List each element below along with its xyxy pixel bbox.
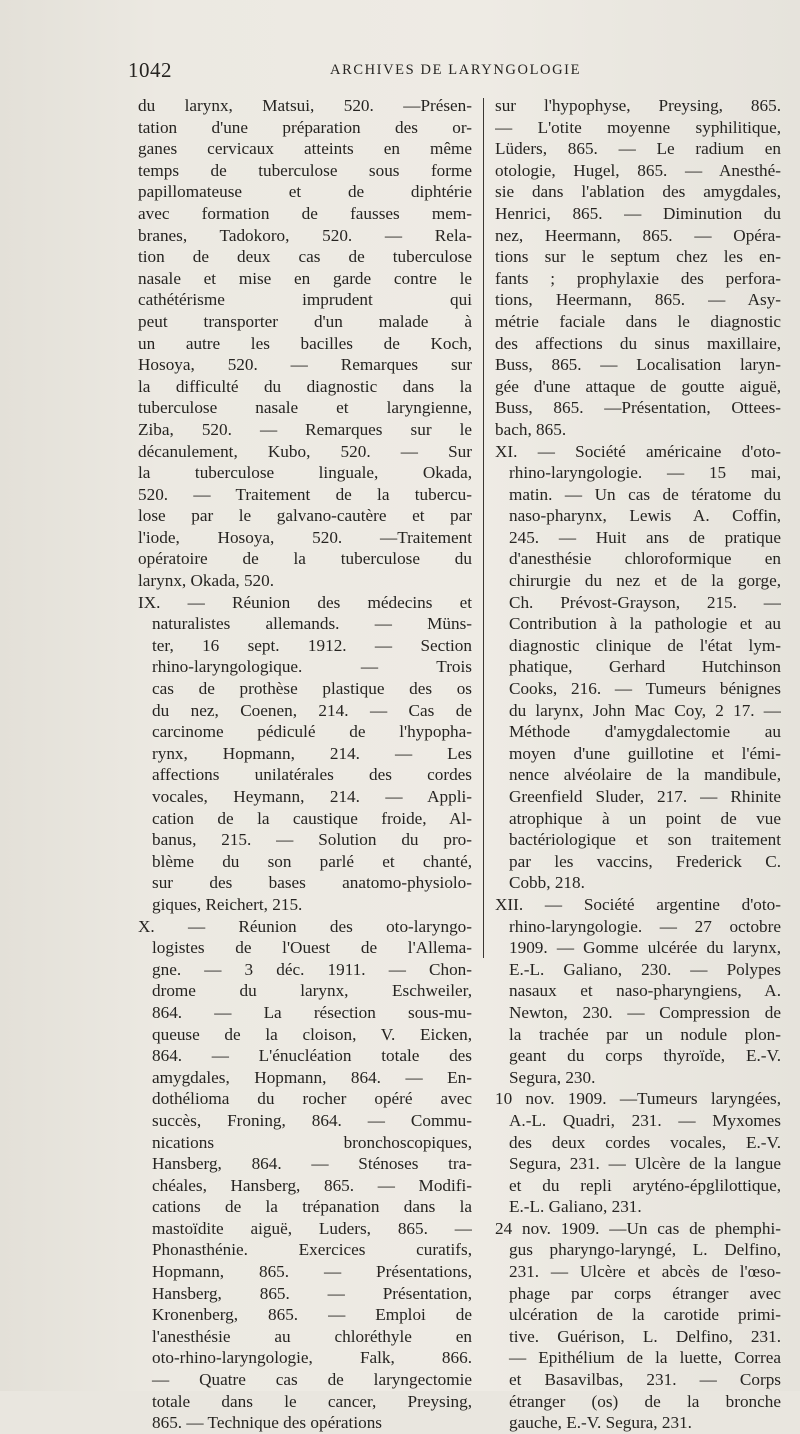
text-line: étranger (os) de la bronche (509, 1391, 781, 1411)
text-line: un autre les bacilles de Koch, (138, 333, 472, 353)
text-line: totale dans le cancer, Preysing, (152, 1391, 472, 1411)
text-line: E.-L. Galiano, 230. — Polypes (509, 959, 781, 979)
text-line: et Basavilbas, 231. — Corps (509, 1370, 781, 1390)
text-line: XI. — Société américaine d'oto- (495, 441, 781, 461)
text-line: Hopmann, 865. — Présentations, (152, 1262, 472, 1282)
column-divider (483, 98, 484, 958)
text-line: branes, Tadokoro, 520. — Rela- (138, 225, 472, 245)
text-line: XII. — Société argentine d'oto- (495, 894, 781, 914)
text-line: IX. — Réunion des médecins et (138, 592, 472, 612)
text-line: oto-rhino-laryngologie, Falk, 866. (152, 1348, 472, 1368)
page-header (0, 58, 800, 88)
running-head: ARCHIVES DE LARYNGOLOGIE (330, 62, 582, 78)
text-line: — L'otite moyenne syphilitique, (495, 117, 781, 137)
text-line: Segura, 230. (509, 1067, 596, 1087)
text-line: mastoïdite aiguë, Luders, 865. — (152, 1218, 472, 1238)
text-line: cathétérisme imprudent qui (138, 290, 472, 310)
text-line: gauche, E.-V. Segura, 231. (509, 1413, 692, 1433)
text-line: 1909. — Gomme ulcérée du larynx, (509, 938, 781, 958)
text-line: nications bronchoscopiques, (152, 1132, 472, 1152)
text-line: diagnostic clinique de l'état lym- (509, 635, 781, 655)
text-line: Lüders, 865. — Le radium en (495, 139, 781, 159)
text-line: chirurgie du nez et de la gorge, (509, 571, 781, 591)
text-line: Henrici, 865. — Diminution du (495, 203, 781, 223)
text-line: 865. — Technique des opérations (152, 1413, 382, 1433)
text-line: avec formation de fausses mem- (138, 203, 472, 223)
text-line: Méthode d'amygdalectomie au (509, 722, 781, 742)
text-line: d'anesthésie chloroformique en (509, 549, 781, 569)
text-line: Ch. Prévost-Grayson, 215. — (509, 592, 781, 612)
right-column (495, 95, 781, 1434)
text-line: succès, Froning, 864. — Commu- (152, 1110, 472, 1130)
text-line: Buss, 865. —Présentation, Ottees- (495, 398, 781, 418)
text-line: par les vaccins, Frederick C. (509, 851, 781, 871)
text-line: cas de prothèse plastique des os (152, 679, 472, 699)
text-line: des deux cordes vocales, E.-V. (509, 1132, 781, 1152)
text-line: tation d'une préparation des or- (138, 117, 472, 137)
text-line: nence alvéolaire de la mandibule, (509, 765, 781, 785)
text-line: du larynx, Matsui, 520. —Présen- (138, 96, 472, 115)
text-line: tions, Heermann, 865. — Asy- (495, 290, 781, 310)
text-line: sur des bases anatomo-physiolo- (152, 873, 472, 893)
text-line: X. — Réunion des oto-laryngo- (138, 916, 472, 936)
text-line: otologie, Hugel, 865. — Anesthé- (495, 160, 781, 180)
text-line: banus, 215. — Solution du pro- (152, 830, 472, 850)
text-line: larynx, Okada, 520. (138, 571, 275, 591)
text-line: tions sur le septum chez les en- (495, 247, 781, 267)
text-line: Segura, 231. — Ulcère de la langue (509, 1154, 781, 1174)
text-line: cations de la trépanation dans la (152, 1197, 472, 1217)
text-line: gée d'une attaque de goutte aiguë, (495, 376, 781, 396)
text-line: l'anesthésie au chloréthyle en (152, 1326, 472, 1346)
text-line: naturalistes allemands. — Müns- (152, 614, 472, 634)
text-line: nasale et mise en garde contre le (138, 268, 472, 288)
text-line: l'iode, Hosoya, 520. —Traitement (138, 527, 472, 547)
text-line: phage par corps étranger avec (509, 1283, 781, 1303)
text-line: tuberculose nasale et laryngienne, (138, 398, 472, 418)
text-line: du nez, Coenen, 214. — Cas de (152, 700, 472, 720)
text-line: et du repli aryténo-épglilottique, (509, 1175, 781, 1195)
text-line: du larynx, John Mac Coy, 2 17. — (509, 700, 781, 720)
text-line: queuse de la cloison, V. Eicken, (152, 1024, 472, 1044)
text-line: nasaux et naso-pharyngiens, A. (509, 981, 781, 1001)
text-line: gus pharyngo-laryngé, L. Delfino, (509, 1240, 781, 1260)
text-line: Phonasthénie. Exercices curatifs, (152, 1240, 472, 1260)
text-line: 10 nov. 1909. —Tumeurs laryngées, (495, 1089, 781, 1109)
text-line: la difficulté du diagnostic dans la (138, 376, 472, 396)
text-line: peut transporter d'un malade à (138, 311, 472, 331)
text-line: rynx, Hopmann, 214. — Les (152, 743, 472, 763)
text-line: 864. — L'énucléation totale des (152, 1046, 472, 1066)
text-line: Greenfield Sluder, 217. — Rhinite (509, 787, 781, 806)
left-column (138, 95, 472, 1434)
text-line: affections unilatérales des cordes (152, 765, 472, 785)
text-line: dothélioma du rocher opéré avec (152, 1089, 472, 1109)
text-line: — Epithélium de la luette, Correa (509, 1348, 781, 1368)
text-line: 24 nov. 1909. —Un cas de phemphi- (495, 1218, 781, 1238)
text-line: vocales, Heymann, 214. — Appli- (152, 787, 472, 806)
text-line: Buss, 865. — Localisation laryn- (495, 355, 781, 375)
text-line: temps de tuberculose sous forme (138, 160, 472, 180)
text-line: logistes de l'Ouest de l'Allema- (152, 938, 472, 958)
text-line: 864. — La résection sous-mu- (152, 1002, 472, 1022)
text-line: cation de la caustique froide, Al- (152, 808, 472, 828)
text-line: bach, 865. (495, 419, 567, 439)
text-line: carcinome pédiculé de l'hypopha- (152, 722, 472, 742)
text-line: rhino-laryngologie. — 27 octobre (509, 916, 781, 936)
text-line: la trachée par un nodule plon- (509, 1024, 781, 1044)
text-line: sie dans l'ablation des amygdales, (495, 182, 781, 202)
page-number: 1042 (128, 58, 172, 82)
text-line: geant du corps thyroïde, E.-V. (509, 1046, 781, 1066)
text-line: Cooks, 216. — Tumeurs bénignes (509, 679, 781, 699)
text-line: sur l'hypophyse, Preysing, 865. (495, 96, 781, 115)
text-line: phatique, Gerhard Hutchinson (509, 657, 781, 677)
text-line: des affections du sinus maxillaire, (495, 333, 781, 353)
text-line: amygdales, Hopmann, 864. — En- (152, 1067, 472, 1087)
text-line: ter, 16 sept. 1912. — Section (152, 635, 472, 655)
text-line: opératoire de la tuberculose du (138, 549, 472, 569)
text-line: ulcération de la carotide primi- (509, 1305, 781, 1325)
text-line: blème du son parlé et chanté, (152, 851, 472, 871)
text-line: rhino-laryngologique. — Trois (152, 657, 472, 677)
text-line: Contribution à la pathologie et au (509, 614, 781, 634)
text-line: Hosoya, 520. — Remarques sur (138, 355, 472, 375)
text-line: ganes cervicaux atteints en même (138, 139, 472, 159)
text-line: tion de deux cas de tuberculose (138, 247, 472, 267)
text-line: 245. — Huit ans de pratique (509, 527, 781, 547)
text-line: bactériologique et son traitement (509, 830, 781, 850)
text-line: matin. — Un cas de tératome du (509, 484, 781, 504)
text-line: rhino-laryngologie. — 15 mai, (509, 463, 781, 483)
text-line: la tuberculose linguale, Okada, (138, 463, 472, 483)
text-line: 520. — Traitement de la tubercu- (138, 484, 472, 504)
text-line: gne. — 3 déc. 1911. — Chon- (152, 959, 472, 979)
text-line: Hansberg, 864. — Sténoses tra- (152, 1154, 472, 1174)
text-line: décanulement, Kubo, 520. — Sur (138, 441, 472, 461)
text-line: giques, Reichert, 215. (152, 894, 303, 914)
text-line: chéales, Hansberg, 865. — Modifi- (152, 1175, 472, 1195)
text-line: 231. — Ulcère et abcès de l'œso- (509, 1262, 781, 1282)
text-line: papillomateuse et de diphtérie (138, 182, 472, 202)
text-line: lose par le galvano-cautère et par (138, 506, 472, 526)
text-line: naso-pharynx, Lewis A. Coffin, (509, 506, 781, 526)
text-line: Hansberg, 865. — Présentation, (152, 1283, 472, 1303)
text-line: atrophique à un point de vue (509, 808, 781, 828)
text-line: moyen d'une guillotine et l'émi- (509, 743, 781, 763)
text-line: tive. Guérison, L. Delfino, 231. (509, 1326, 781, 1346)
text-line: — Quatre cas de laryngectomie (152, 1370, 472, 1390)
text-line: Ziba, 520. — Remarques sur le (138, 419, 472, 439)
text-line: nez, Heermann, 865. — Opéra- (495, 225, 781, 245)
text-line: A.-L. Quadri, 231. — Myxomes (509, 1110, 781, 1130)
text-line: Cobb, 218. (509, 873, 585, 893)
text-line: métrie faciale dans le diagnostic (495, 311, 781, 331)
text-line: E.-L. Galiano, 231. (509, 1197, 642, 1217)
text-line: Newton, 230. — Compression de (509, 1002, 781, 1022)
text-line: Kronenberg, 865. — Emploi de (152, 1305, 472, 1325)
text-line: drome du larynx, Eschweiler, (152, 981, 472, 1001)
text-line: fants ; prophylaxie des perfora- (495, 268, 781, 288)
